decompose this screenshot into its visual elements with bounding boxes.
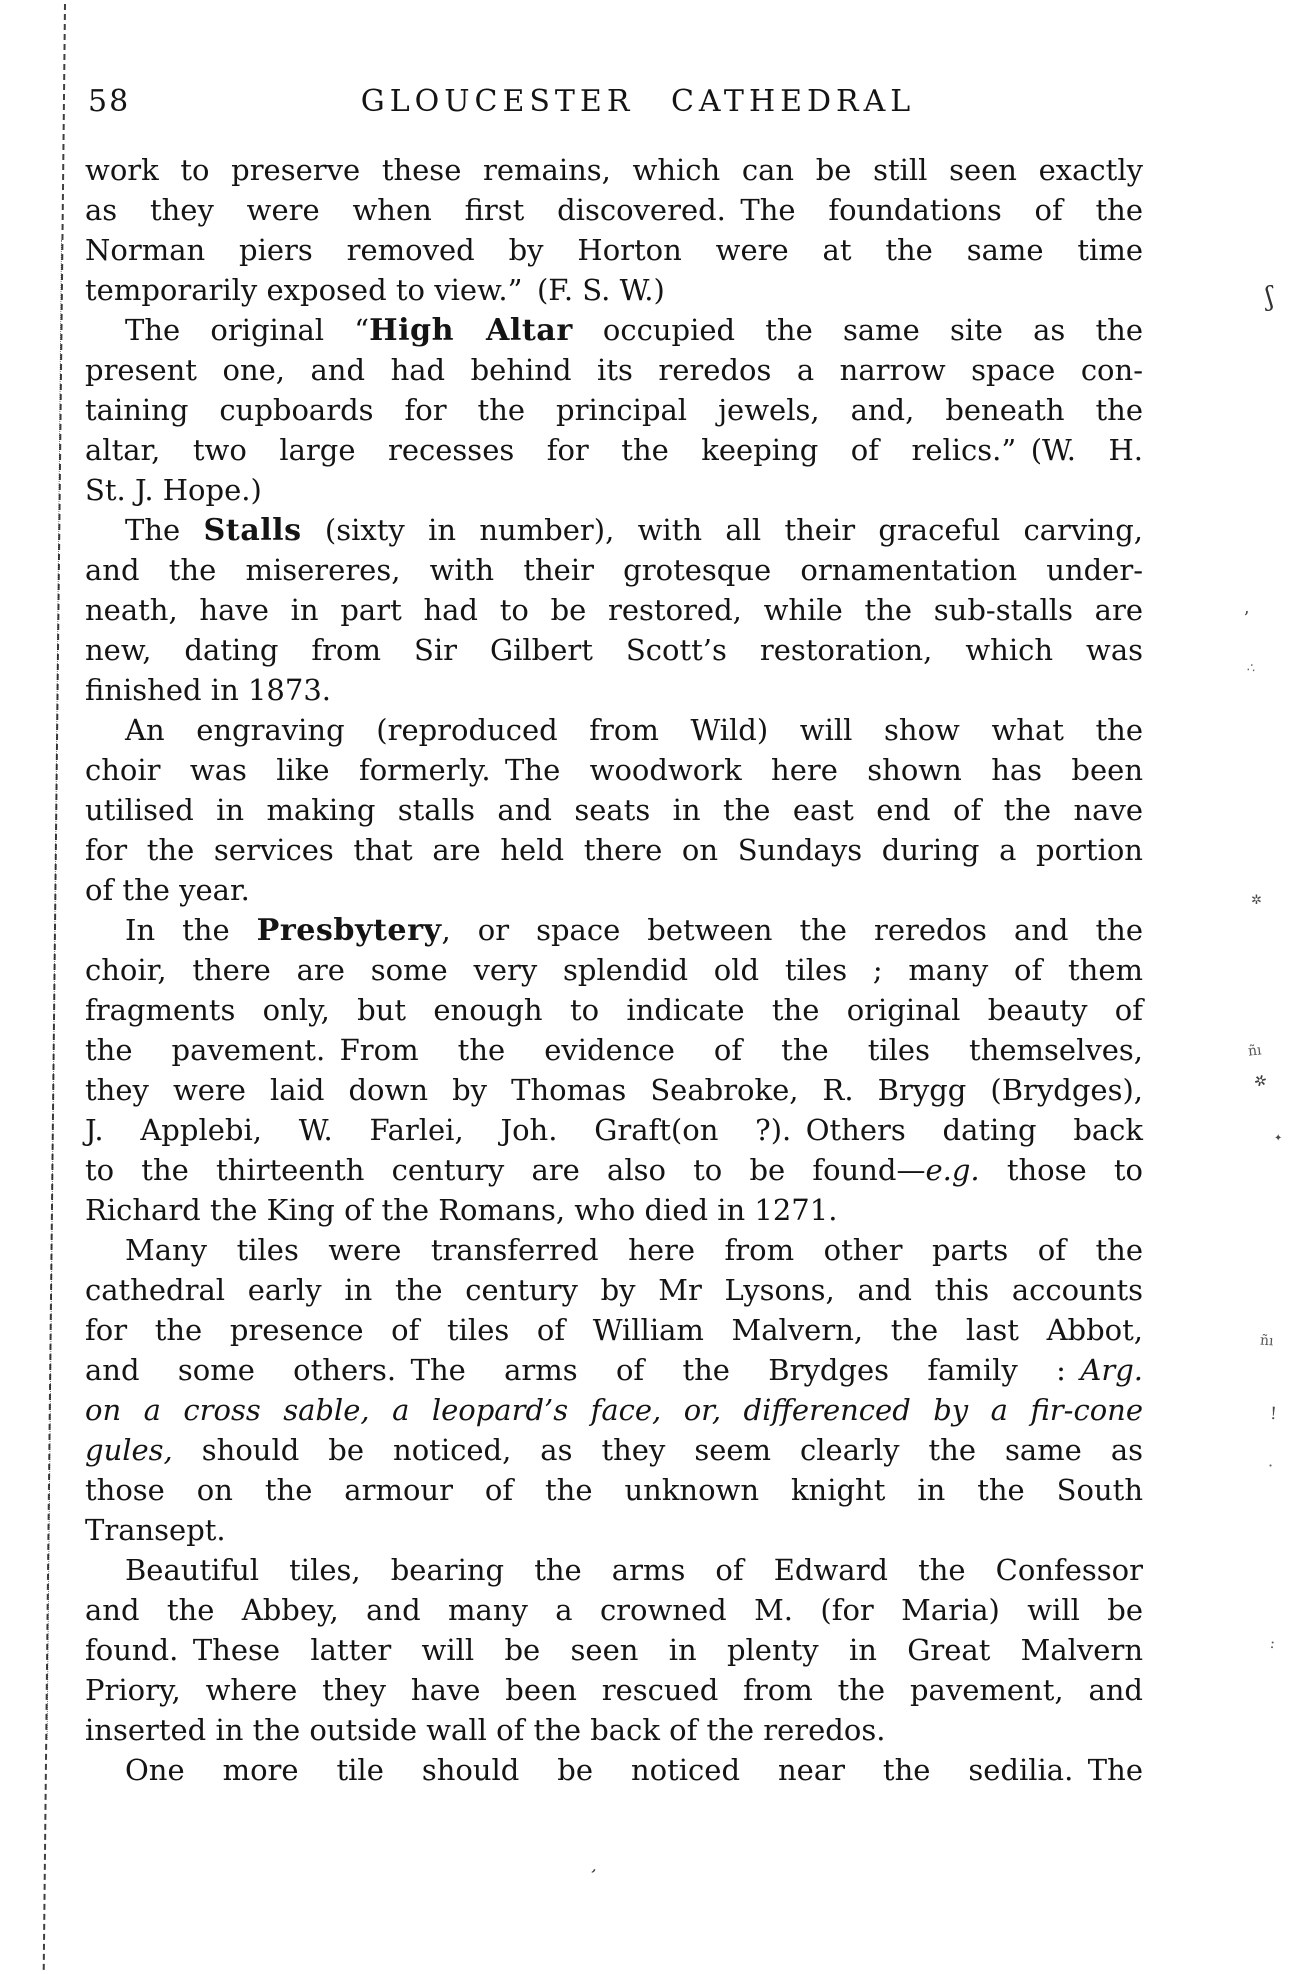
text-run: choir, there are some very splendid old tiles ; many of them	[85, 953, 1143, 987]
text-run: of the year.	[85, 873, 250, 907]
text-line	[85, 1710, 1143, 1750]
scan-speck: ʼ	[584, 1865, 598, 1887]
text-run: cathedral early in the century by Mr Lysons, and this accounts	[85, 1273, 1143, 1307]
text-run: An engraving (reproduced from Wild) will show what the	[125, 713, 1143, 747]
text-run: Priory, where they have been rescued from the pavement, and	[85, 1673, 1143, 1707]
text-run: The	[125, 513, 204, 547]
text-line	[85, 1230, 1143, 1270]
text-run: for the presence of tiles of William Malvern, the last Abbot,	[85, 1313, 1143, 1347]
text-line	[85, 1190, 1143, 1230]
text-line	[85, 1590, 1143, 1630]
italic-phrase: gules,	[85, 1433, 173, 1467]
bold-term: Presbytery	[256, 913, 442, 948]
text-run: work to preserve these remains, which can be still seen exactly	[85, 153, 1143, 187]
text-run: St. J. Hope.)	[85, 473, 262, 507]
text-line	[85, 1150, 1143, 1190]
text-line	[85, 1670, 1143, 1710]
text-line	[85, 350, 1143, 390]
text-run: Beautiful tiles, bearing the arms of Edward the Confessor	[125, 1553, 1143, 1587]
text-line	[85, 950, 1143, 990]
text-run: should be noticed, as they seem clearly the same as	[172, 1433, 1143, 1467]
page-number: 58	[88, 84, 131, 119]
text-run: and the Abbey, and many a crowned M. (for Maria) will be	[85, 1593, 1143, 1627]
text-line	[85, 310, 1143, 350]
text-run: utilised in making stalls and seats in the east end of the nave	[85, 793, 1143, 827]
text-run: to the thirteenth century are also to be found—	[85, 1153, 926, 1187]
text-run: temporarily exposed to view.” (F. S. W.)	[85, 273, 665, 307]
text-line	[85, 150, 1143, 190]
body-text	[85, 150, 1143, 1790]
scan-speck: ʼ	[1243, 608, 1249, 629]
text-line	[85, 590, 1143, 630]
text-line	[85, 230, 1143, 270]
text-line	[85, 1630, 1143, 1670]
text-line	[85, 1270, 1143, 1310]
bold-term: High Altar	[369, 313, 573, 348]
italic-phrase: e.g.	[925, 1153, 980, 1187]
text-run: they were laid down by Thomas Seabroke, R. Brygg (Brydges),	[85, 1073, 1143, 1107]
text-line	[85, 710, 1143, 750]
text-line	[85, 1510, 1143, 1550]
scan-speck: ʃ	[1263, 281, 1276, 313]
text-run: Richard the King of the Romans, who died in 1271.	[85, 1193, 838, 1227]
bold-term: Stalls	[203, 513, 302, 548]
text-line	[85, 1350, 1143, 1390]
text-line	[85, 670, 1143, 710]
text-line	[85, 190, 1143, 230]
text-line	[85, 630, 1143, 670]
text-run: (sixty in number), with all their graceful carving,	[301, 513, 1143, 547]
text-run: the pavement. From the evidence of the tiles themselves,	[85, 1033, 1143, 1067]
text-run: found. These latter will be seen in plenty in Great Malvern	[85, 1633, 1143, 1667]
text-line	[85, 1110, 1143, 1150]
text-run: taining cupboards for the principal jewels, and, beneath the	[85, 393, 1143, 427]
page-gutter-line-inner	[47, 240, 62, 1740]
text-line	[85, 790, 1143, 830]
scan-speck: ✲	[1251, 893, 1262, 908]
text-run: neath, have in part had to be restored, while the sub-stalls are	[85, 593, 1143, 627]
text-run: One more tile should be noticed near the sedilia. The	[125, 1753, 1143, 1787]
text-run: for the services that are held there on Sundays during a portion	[85, 833, 1143, 867]
text-line	[85, 830, 1143, 870]
scan-speck: !	[1269, 1403, 1278, 1425]
text-run: and some others. The arms of the Brydges family :	[85, 1353, 1081, 1387]
scan-speck: :	[1268, 1633, 1277, 1653]
text-line	[85, 910, 1143, 950]
scan-speck: ✲	[1252, 1070, 1269, 1092]
text-line	[85, 1070, 1143, 1110]
text-run: In the	[125, 913, 257, 947]
text-line	[85, 750, 1143, 790]
text-run: present one, and had behind its reredos a narrow space con-	[85, 353, 1143, 387]
text-line	[85, 470, 1143, 510]
italic-phrase: Arg.	[1080, 1353, 1143, 1387]
text-run: , or space between the reredos and the	[441, 913, 1143, 947]
text-line	[85, 430, 1143, 470]
text-line	[85, 270, 1143, 310]
text-run: Transept.	[85, 1513, 226, 1547]
scan-speck: ✦	[1274, 1133, 1283, 1144]
text-line	[85, 510, 1143, 550]
text-run: choir was like formerly. The woodwork here shown has been	[85, 753, 1143, 787]
text-run: those to	[979, 1153, 1144, 1187]
text-line	[85, 390, 1143, 430]
scan-speck: ñı	[1259, 1332, 1275, 1350]
text-line	[85, 1470, 1143, 1510]
text-run: inserted in the outside wall of the back of the reredos.	[85, 1713, 886, 1747]
text-run: The original “	[125, 313, 370, 347]
text-line	[85, 1430, 1143, 1470]
text-run: J. Applebi, W. Farlei, Joh. Graft(on ?). Others dating back	[85, 1113, 1143, 1147]
text-line	[85, 870, 1143, 910]
text-run: new, dating from Sir Gilbert Scott’s restoration, which was	[85, 633, 1143, 667]
text-line	[85, 550, 1143, 590]
text-run: altar, two large recesses for the keeping of relics.” (W. H.	[85, 433, 1143, 467]
italic-phrase: on a cross sable, a leopard’s face, or, differenced by a fir-cone	[85, 1393, 1143, 1427]
text-line	[85, 1750, 1143, 1790]
text-line	[85, 1550, 1143, 1590]
scan-speck: ∴	[1245, 660, 1257, 677]
scan-speck: ·	[1268, 1456, 1274, 1475]
text-line	[85, 990, 1143, 1030]
scan-speck: ñı	[1247, 1042, 1263, 1060]
text-run: finished in 1873.	[85, 673, 331, 707]
text-run: Many tiles were transferred here from other parts of the	[125, 1233, 1143, 1267]
text-line	[85, 1310, 1143, 1350]
text-line	[85, 1030, 1143, 1070]
text-run: as they were when first discovered. The foundations of the	[85, 193, 1143, 227]
running-title: GLOUCESTER CATHEDRAL	[360, 84, 916, 119]
text-run: those on the armour of the unknown knight in the South	[85, 1473, 1143, 1507]
text-run: Norman piers removed by Horton were at the same time	[85, 233, 1143, 267]
text-run: occupied the same site as the	[572, 313, 1144, 347]
text-line	[85, 1390, 1143, 1430]
text-run: and the misereres, with their grotesque ornamentation under-	[85, 553, 1143, 587]
text-run: fragments only, but enough to indicate the original beauty of	[85, 993, 1143, 1027]
